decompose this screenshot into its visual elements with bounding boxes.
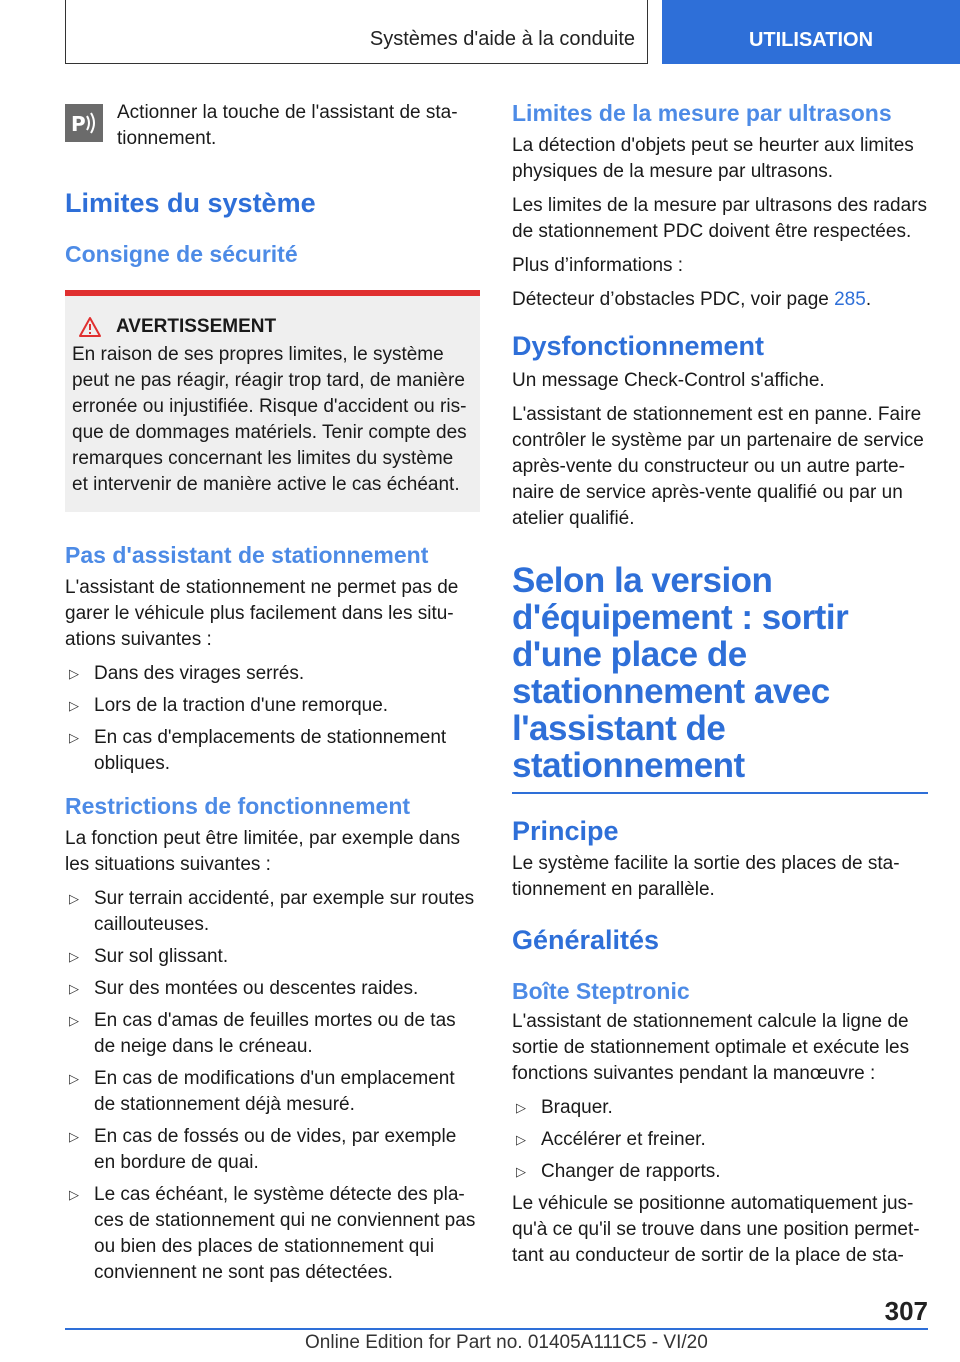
triangle-bullet-icon: ▷ [516,1099,526,1115]
list-item [512,1095,928,1121]
triangle-bullet-icon: ▷ [69,1013,79,1028]
list-item-text: Sur terrain accidenté, par exemple sur routes caillouteuses. [94,888,475,935]
heading-consigne: Consigne de sécurité [65,241,298,267]
right-column [512,100,928,1277]
list-item-text: Dans des virages serrés. [94,663,305,684]
triangle-bullet-icon: ▷ [516,1163,526,1179]
ultrasons-p3: Plus d’informations : [512,255,684,276]
triangle-bullet-icon: ▷ [69,1129,79,1144]
list-item [65,1182,480,1286]
boite-list [512,1095,928,1185]
ultrasons-ref [512,287,928,313]
list-item-text: En cas d'amas de feuilles mortes ou de tas de neige dans le créneau. [94,1010,456,1057]
header-chapter-tab[interactable]: UTILISATION [662,0,960,64]
footer-rule [65,1328,928,1330]
warning-text: En raison de ses propres limites, le système peut ne pas réagir, réagir trop tard, de manière erronée ou injustifiée. Risque d'accident ou ris-que de dommages matériels. Tenir compte des remarques concernant les limites du système et intervenir de manière active le cas échéant. [72,344,467,495]
intro-block [65,100,480,152]
footer-edition: Online Edition for Part no. 01405A111C5 - VI/20 [305,1332,708,1353]
restrictions-text: La fonction peut être limitée, par exemple dans les situations suivantes : [65,828,461,875]
list-item-text: Lors de la traction d'une remorque. [94,695,389,716]
left-column [65,100,480,1292]
heading-dysfonctionnement: Dysfonctionnement [512,331,765,361]
triangle-bullet-icon: ▷ [69,698,79,713]
warning-title-text: AVERTISSEMENT [116,316,277,337]
triangle-bullet-icon: ▷ [69,1187,79,1202]
triangle-bullet-icon: ▷ [69,949,79,964]
list-item-text: Le cas échéant, le système détecte des pla-ces de stationnement qui ne conviennent pas ou bien des places de stationnement qui conviennent ne sont pas détectées. [94,1184,476,1283]
heading-limites: Limites du système [65,188,316,218]
heading-restrictions: Restrictions de fonctionnement [65,793,411,819]
heading-selon-version: Selon la version d'équipement : sortir d'une place de stationnement avec l'assistant de stationnement [512,561,849,785]
triangle-bullet-icon: ▷ [516,1131,526,1147]
pas-text: L'assistant de stationnement ne permet pas de garer le véhicule plus facilement dans les situ-ations suivantes : [65,577,459,650]
list-item-text: Accélérer et freiner. [541,1128,706,1150]
triangle-bullet-icon: ▷ [69,981,79,996]
heading-boite-steptronic: Boîte Steptronic [512,977,690,1004]
list-item-text: Sur des montées ou descentes raides. [94,978,419,999]
ultrasons-p1: La détection d'objets peut se heurter aux limites physiques de la mesure par ultrasons. [512,135,914,182]
intro-text: Actionner la touche de l'assistant de sta-tionnement. [117,102,458,149]
page-link[interactable]: 285 [834,289,866,310]
list-item [65,944,480,970]
svg-text:P: P [71,112,86,136]
ultrasons-ref-text: Détecteur d’obstacles PDC, voir page [512,289,835,310]
boite-text: L'assistant de stationnement calcule la ligne de sortie de stationnement optimale et exécute les fonctions suivantes pendant la manœuvre : [512,1010,910,1084]
list-item [65,693,480,719]
restrictions-list [65,886,480,1286]
heading-rule [512,792,928,794]
list-item [65,1124,480,1176]
principe-text: Le système facilite la sortie des places de sta-tionnement en parallèle. [512,852,900,900]
list-item-text: En cas de fossés ou de vides, par exemple en bordure de quai. [94,1126,457,1173]
list-item [65,886,480,938]
list-item [65,1066,480,1118]
warning-box [65,290,480,512]
header-section-title: Systèmes d'aide à la conduite [369,28,635,50]
ultrasons-ref-end: . [865,289,872,310]
triangle-bullet-icon: ▷ [69,666,79,681]
pas-list [65,661,480,777]
dysf-p2: L'assistant de stationnement est en panne. Faire contrôler le système par un partenaire de service après-vente du constructeur ou un autre parte-naire de service après-vente qualifié ou par un atelier qualifié. [512,404,924,529]
list-item [65,1008,480,1060]
triangle-bullet-icon: ▷ [69,730,79,745]
list-item-text: Braquer. [541,1096,613,1118]
triangle-bullet-icon: ▷ [69,1071,79,1086]
list-item [65,976,480,1002]
heading-pas-assistant: Pas d'assistant de stationnement [65,542,429,568]
dysf-p1: Un message Check-Control s'affiche. [512,370,825,391]
list-item [65,725,480,777]
triangle-bullet-icon: ▷ [69,891,79,906]
list-item-text: En cas de modifications d'un emplacement de stationnement déjà mesuré. [94,1068,455,1115]
heading-ultrasons: Limites de la mesure par ultrasons [512,100,892,126]
list-item-text: Changer de rapports. [541,1160,721,1182]
warning-triangle-icon [78,316,102,338]
parking-assistant-icon [65,104,103,142]
boite-end: Le véhicule se positionne automatiquement jus-qu'à ce qu'il se trouve dans une position permet-tant au conducteur de sortir de la place de sta- [512,1192,920,1266]
heading-principe: Principe [512,815,619,846]
list-item [512,1127,928,1153]
list-item [65,661,480,687]
heading-generalites: Généralités [512,924,660,955]
list-item [512,1159,928,1185]
page-number: 307 [884,1296,928,1326]
warning-title [72,316,473,338]
ultrasons-p2: Les limites de la mesure par ultrasons des radars de stationnement PDC doivent être respectées. [512,195,928,242]
list-item-text: En cas d'emplacements de stationnement obliques. [94,727,447,774]
list-item-text: Sur sol glissant. [94,946,229,967]
